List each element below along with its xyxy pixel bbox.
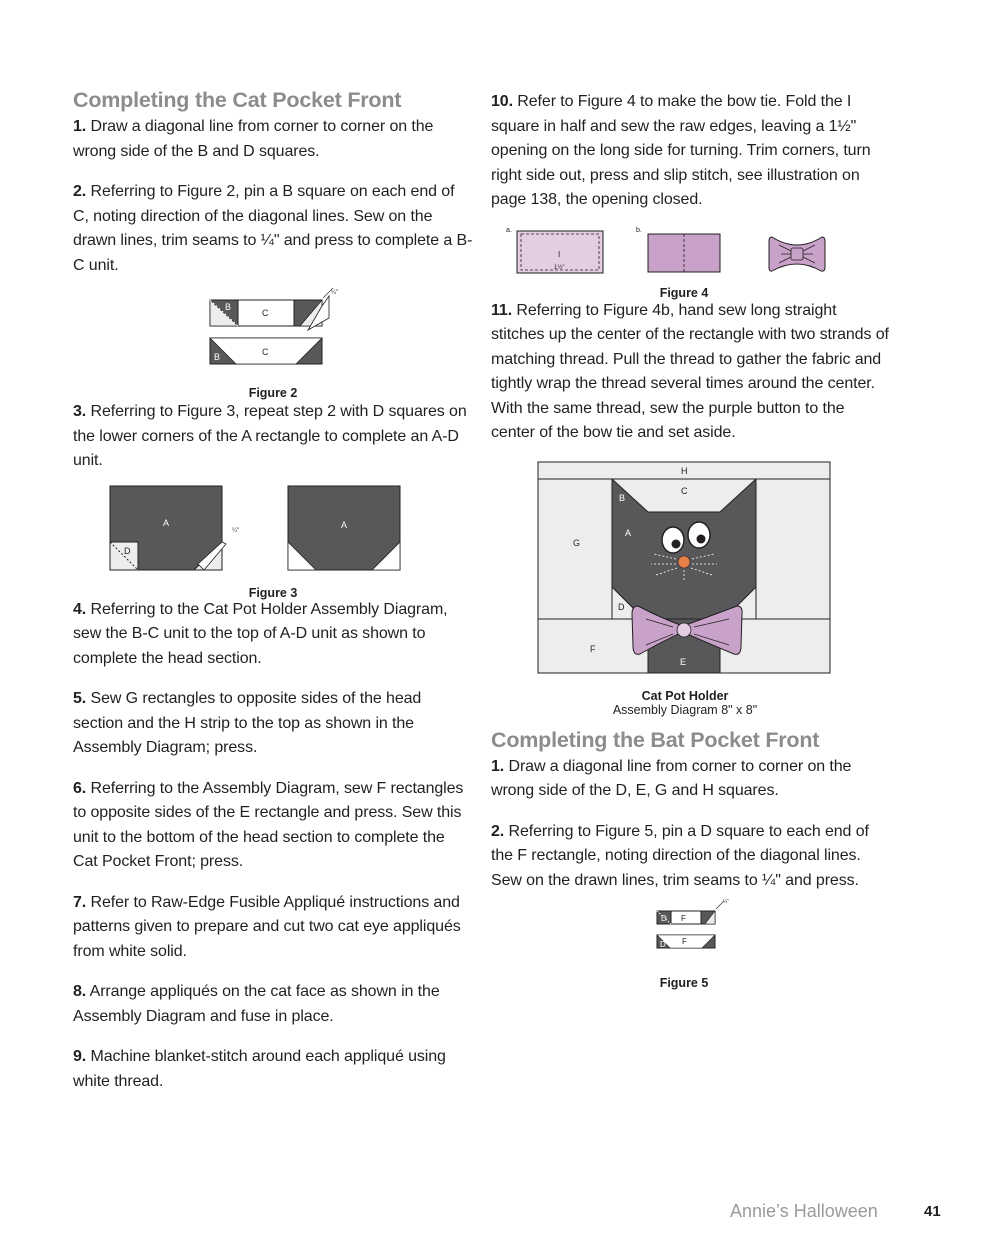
- right-column: [491, 90, 891, 989]
- figure-5: [491, 899, 891, 989]
- svg-text:B: B: [214, 352, 221, 362]
- step-5: 5. Sew G rectangles to opposite sides of the head section and the H strip to the top as shown in the Assembly Diagram; press.: [73, 690, 422, 756]
- figure-3-diagram: [73, 484, 473, 580]
- assembly-caption-title: Cat Pot Holder: [641, 688, 729, 703]
- figure-2: [73, 288, 473, 398]
- svg-text:D: D: [660, 940, 666, 949]
- step-4: 4. Referring to the Cat Pot Holder Assembly Diagram, sew the B-C unit to the top of A-D unit as shown to complete the head section.: [73, 600, 448, 667]
- step-8: 8. Arrange appliqués on the cat face as shown in the Assembly Diagram and fuse in place.: [73, 983, 440, 1025]
- svg-text:B: B: [619, 492, 626, 503]
- figure-5-diagram: [491, 899, 891, 963]
- svg-text:D: D: [618, 601, 625, 612]
- svg-text:A: A: [625, 527, 632, 538]
- svg-text:a.: a.: [506, 226, 512, 234]
- figure-5-caption: Figure 5: [659, 976, 709, 990]
- step-6: 6. Referring to the Assembly Diagram, sew F rectangles to opposite sides of the E rectangle and press. Sew this unit to the bottom of the head section to complete the Cat Pocket Front; press.: [73, 779, 464, 870]
- svg-text:1½": 1½": [554, 264, 565, 271]
- figure-4: [491, 219, 891, 299]
- svg-text:D: D: [661, 914, 667, 923]
- svg-text:G: G: [573, 537, 581, 548]
- svg-text:D: D: [292, 555, 299, 566]
- step-1: 1. Draw a diagonal line from corner to corner on the wrong side of the B and D squares.: [73, 118, 434, 160]
- svg-text:C: C: [681, 485, 688, 496]
- svg-text:F: F: [682, 937, 687, 946]
- svg-text:F: F: [590, 643, 596, 654]
- section-heading-cat: Completing the Cat Pocket Front: [73, 88, 402, 112]
- assembly-diagram-svg: [491, 456, 891, 682]
- svg-text:D: D: [124, 545, 131, 556]
- figure-2-caption: Figure 2: [248, 386, 298, 400]
- page-number: 41: [924, 1203, 941, 1220]
- step-2: 2. Referring to Figure 2, pin a B square on each end of C, noting direction of the diagonal lines. Sew on the drawn lines, trim seams to ¼" and press to complete a B-C unit.: [73, 183, 473, 274]
- section-heading-bat: Completing the Bat Pocket Front: [491, 727, 820, 752]
- figure-4-diagram: [491, 219, 891, 281]
- assembly-caption-sub: Assembly Diagram 8" x 8": [612, 702, 758, 717]
- svg-text:A: A: [163, 517, 170, 528]
- figure-4-caption: Figure 4: [659, 285, 709, 300]
- bat-step-1: 1. Draw a diagonal line from corner to corner on the wrong side of the D, E, G and H squares.: [491, 757, 852, 799]
- svg-text:E: E: [680, 656, 687, 667]
- figure-3: [73, 484, 473, 598]
- svg-text:B: B: [225, 302, 232, 312]
- svg-text:F: F: [681, 914, 686, 923]
- step-9: 9. Machine blanket-stitch around each appliqué using white thread.: [73, 1048, 446, 1090]
- svg-text:H: H: [681, 465, 688, 476]
- svg-text:A: A: [341, 519, 348, 530]
- step-11: 11. Referring to Figure 4b, hand sew long straight stitches up the center of the rectangle with two strands of matching thread. Pull the thread to gather the fabric and tightly wrap the thread several times around the center. With the same thread, sew the purple button to the center of the bow tie and set aside.: [491, 301, 889, 441]
- svg-text:b.: b.: [636, 226, 642, 234]
- step-7: 7. Refer to Raw-Edge Fusible Appliqué instructions and patterns given to prepare and cut two cat eye appliqués from white solid.: [73, 893, 461, 960]
- left-column: [73, 86, 473, 1110]
- figure-3-caption: Figure 3: [248, 585, 298, 600]
- svg-text:¼": ¼": [232, 527, 240, 534]
- bat-step-2: 2. Referring to Figure 5, pin a D square to each end of the F rectangle, noting direction of the diagonal lines. Sew on the drawn lines, trim seams to ¼" and press.: [491, 822, 869, 889]
- svg-text:¼": ¼": [723, 899, 729, 905]
- svg-text:C: C: [262, 308, 269, 318]
- step-10: 10. Refer to Figure 4 to make the bow tie. Fold the I square in half and sew the raw edges, leaving a 1½" opening on the long side for turning. Trim corners, turn right side out, press and slip stitch, see illustration on page 138, the opening closed.: [491, 93, 871, 208]
- step-3: 3. Referring to Figure 3, repeat step 2 with D squares on the lower corners of the A rectangle to complete an A-D unit.: [73, 403, 467, 469]
- assembly-diagram: [491, 456, 891, 726]
- figure-2-diagram: [73, 288, 473, 380]
- svg-text:C: C: [262, 347, 269, 357]
- footer-title: Annie’s Halloween: [730, 1201, 878, 1221]
- svg-text:¼": ¼": [331, 290, 339, 296]
- svg-text:I: I: [558, 249, 561, 259]
